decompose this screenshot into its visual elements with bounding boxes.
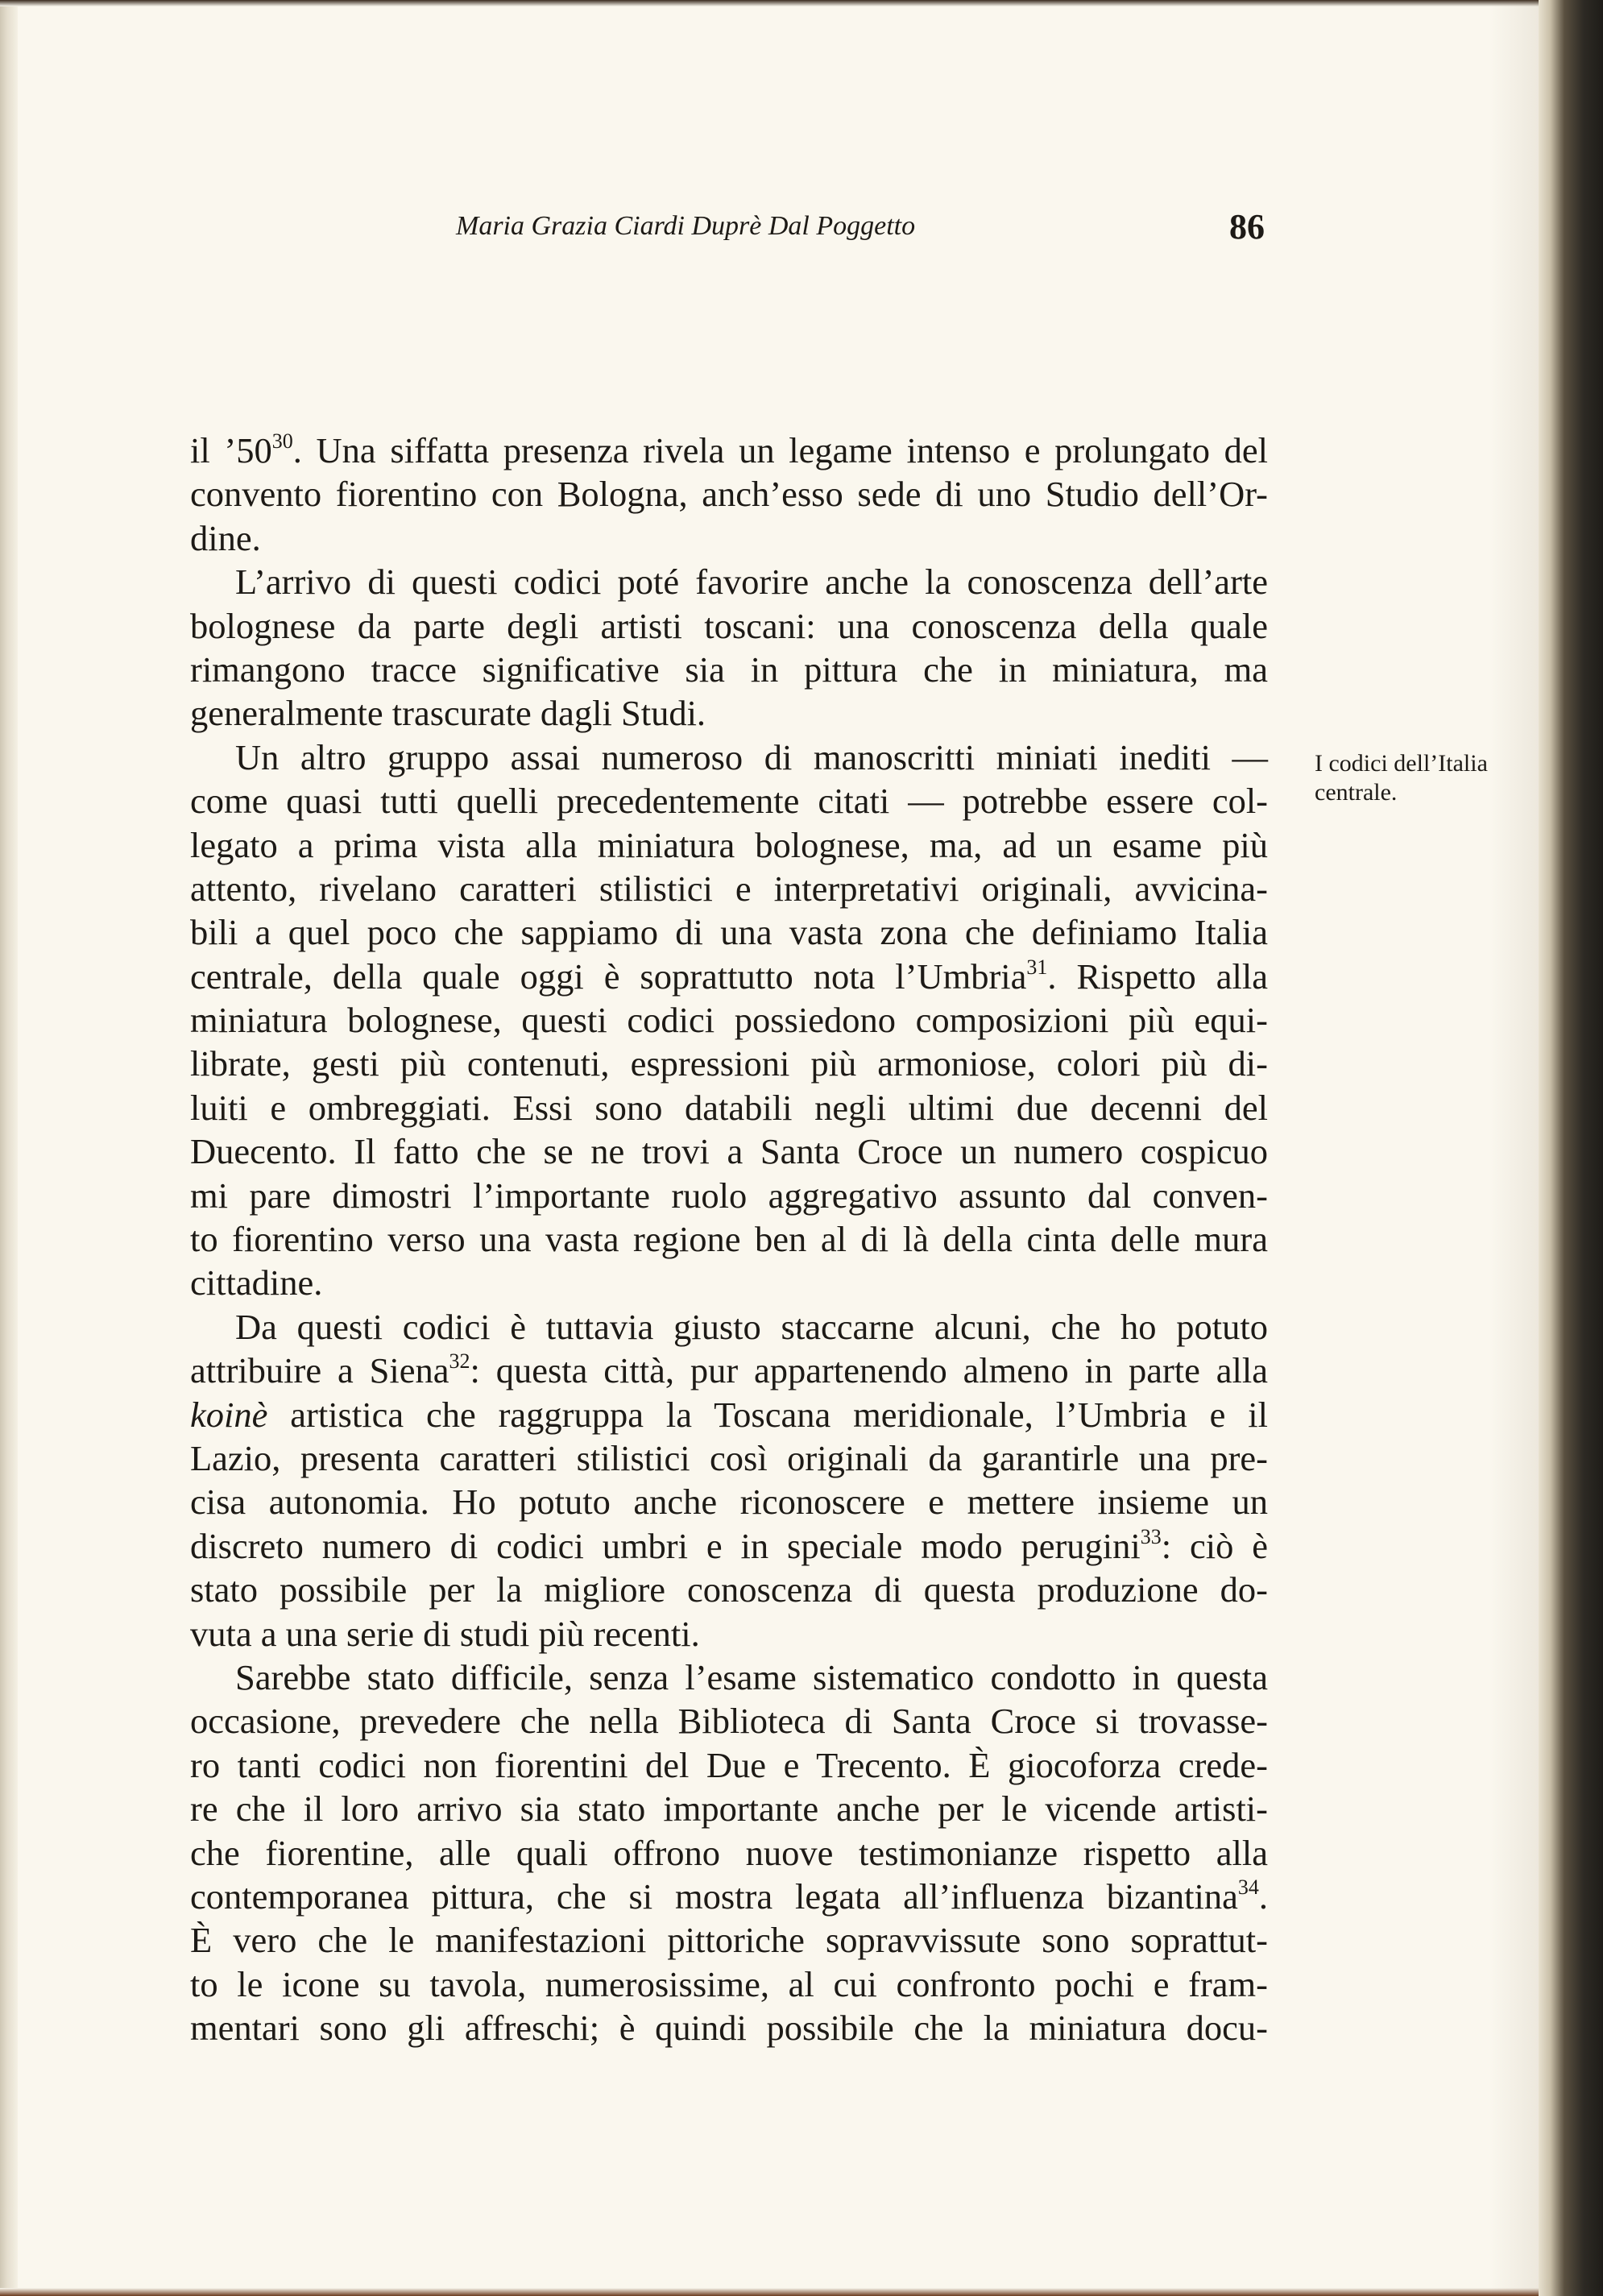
text-run: . Rispetto alla	[1047, 955, 1268, 997]
text-line: Lazio, presenta caratteri stilistici così originali da garantirle una pre-	[190, 1437, 1268, 1478]
text-line: to fiorentino verso una vasta regione ben al di là della cinta delle mura	[190, 1219, 1268, 1260]
text-line	[190, 1393, 1268, 1436]
text-line: to le icone su tavola, numerosissime, al cui confronto pochi e fram-	[190, 1963, 1268, 2004]
text-run: : ciò è	[1161, 1525, 1269, 1566]
text-run: centrale, della quale oggi è soprattutto nota l’Umbria	[190, 955, 1027, 997]
text-line	[190, 1524, 1268, 1568]
binding-shadow	[0, 0, 18, 2296]
text-line: mentari sono gli affreschi; è quindi possibile che la miniatura docu-	[190, 2008, 1268, 2049]
text-line	[190, 1349, 1268, 1392]
text-line: convento fiorentino con Bologna, anch’esso sede di uno Studio dell’Or-	[190, 474, 1268, 515]
footnote-ref: 32	[449, 1349, 470, 1374]
page-number: 86	[1229, 207, 1265, 247]
footnote-ref: 33	[1140, 1524, 1162, 1548]
text-line: L’arrivo di questi codici poté favorire anche la conoscenza dell’arte	[235, 562, 1268, 603]
text-run: contemporanea pittura, che si mostra legata all’influenza bizantina	[190, 1875, 1238, 1917]
text-line: mi pare dimostri l’importante ruolo aggregativo assunto dal conven-	[190, 1175, 1268, 1216]
text-line: attento, rivelano caratteri stilistici e interpretativi originali, avvicina-	[190, 868, 1268, 909]
text-run: .	[1258, 1875, 1268, 1917]
cover-edge-bottom	[0, 2288, 1603, 2296]
text-line: Duecento. Il fatto che se ne trovi a Santa Croce un numero cospicuo	[190, 1131, 1268, 1172]
text-line: ro tanti codici non fiorentini del Due e Trecento. È giocoforza crede-	[190, 1744, 1268, 1785]
text-line: come quasi tutti quelli precedentemente citati — potrebbe essere col-	[190, 781, 1268, 822]
footnote-ref: 34	[1237, 1875, 1259, 1899]
text-run: il ’50	[190, 430, 272, 470]
text-line: stato possibile per la migliore conoscenza di questa produzione do-	[190, 1569, 1268, 1610]
text-line: luiti e ombreggiati. Essi sono databili negli ultimi due decenni del	[190, 1087, 1268, 1128]
text-run: artistica che raggruppa la Toscana meridionale, l’Umbria e il	[267, 1394, 1268, 1435]
margin-note-line: I codici dell’Italia	[1315, 750, 1488, 777]
cover-edge-top	[0, 0, 1603, 6]
text-line: È vero che le manifestazioni pittoriche sopravvissute sono soprattut-	[190, 1920, 1268, 1961]
text-run: : questa città, pur appartenendo almeno in parte alla	[470, 1350, 1268, 1391]
text-line: bili a quel poco che sappiamo di una vasta zona che definiamo Italia	[190, 912, 1268, 953]
margin-note	[1315, 749, 1524, 807]
text-line: legato a prima vista alla miniatura bolognese, ma, ad un esame più	[190, 824, 1268, 865]
text-line: cittadine.	[190, 1262, 323, 1303]
italic-term: koinè	[190, 1394, 268, 1435]
text-line: cisa autonomia. Ho potuto anche riconoscere e mettere insieme un	[190, 1482, 1268, 1523]
footnote-ref: 31	[1026, 955, 1048, 979]
book-cover-edge	[1539, 0, 1603, 2296]
text-line: miniatura bolognese, questi codici possiedono composizioni più equi-	[190, 1000, 1268, 1041]
text-line: dine.	[190, 517, 261, 558]
text-line: Un altro gruppo assai numeroso di manoscritti miniati inediti —	[235, 736, 1268, 777]
page-header	[456, 207, 1265, 251]
margin-note-line: centrale.	[1315, 779, 1398, 806]
text-line	[190, 429, 1268, 472]
page-curl-shadow	[1490, 0, 1539, 2296]
text-line	[190, 955, 1268, 998]
text-run: attribuire a Siena	[190, 1350, 449, 1391]
text-line: che fiorentine, alle quali offrono nuove testimonianze rispetto alla	[190, 1832, 1268, 1873]
running-head: Maria Grazia Ciardi Duprè Dal Poggetto	[456, 211, 916, 241]
text-line: Da questi codici è tuttavia giusto staccarne alcuni, che ho potuto	[235, 1306, 1268, 1347]
text-line: generalmente trascurate dagli Studi.	[190, 693, 706, 734]
text-line: occasione, prevedere che nella Biblioteca di Santa Croce si trovasse-	[190, 1701, 1268, 1742]
text-run: . Una siffatta presenza rivela un legame intenso e prolungato del	[292, 430, 1268, 470]
text-line: vuta a una serie di studi più recenti.	[190, 1613, 700, 1654]
text-line: rimangono tracce significative sia in pittura che in miniatura, ma	[190, 649, 1268, 690]
text-line: bolognese da parte degli artisti toscani: una conoscenza della quale	[190, 605, 1268, 646]
body-text	[190, 429, 1268, 2049]
text-line	[190, 1875, 1268, 1918]
footnote-ref: 30	[271, 429, 293, 453]
text-line: re che il loro arrivo sia stato importante anche per le vicende artisti-	[190, 1788, 1268, 1830]
text-run: discreto numero di codici umbri e in speciale modo perugini	[190, 1525, 1141, 1566]
text-line: librate, gesti più contenuti, espressioni più armoniose, colori più di-	[190, 1043, 1268, 1084]
text-line: Sarebbe stato difficile, senza l’esame sistematico condotto in questa	[235, 1656, 1268, 1697]
